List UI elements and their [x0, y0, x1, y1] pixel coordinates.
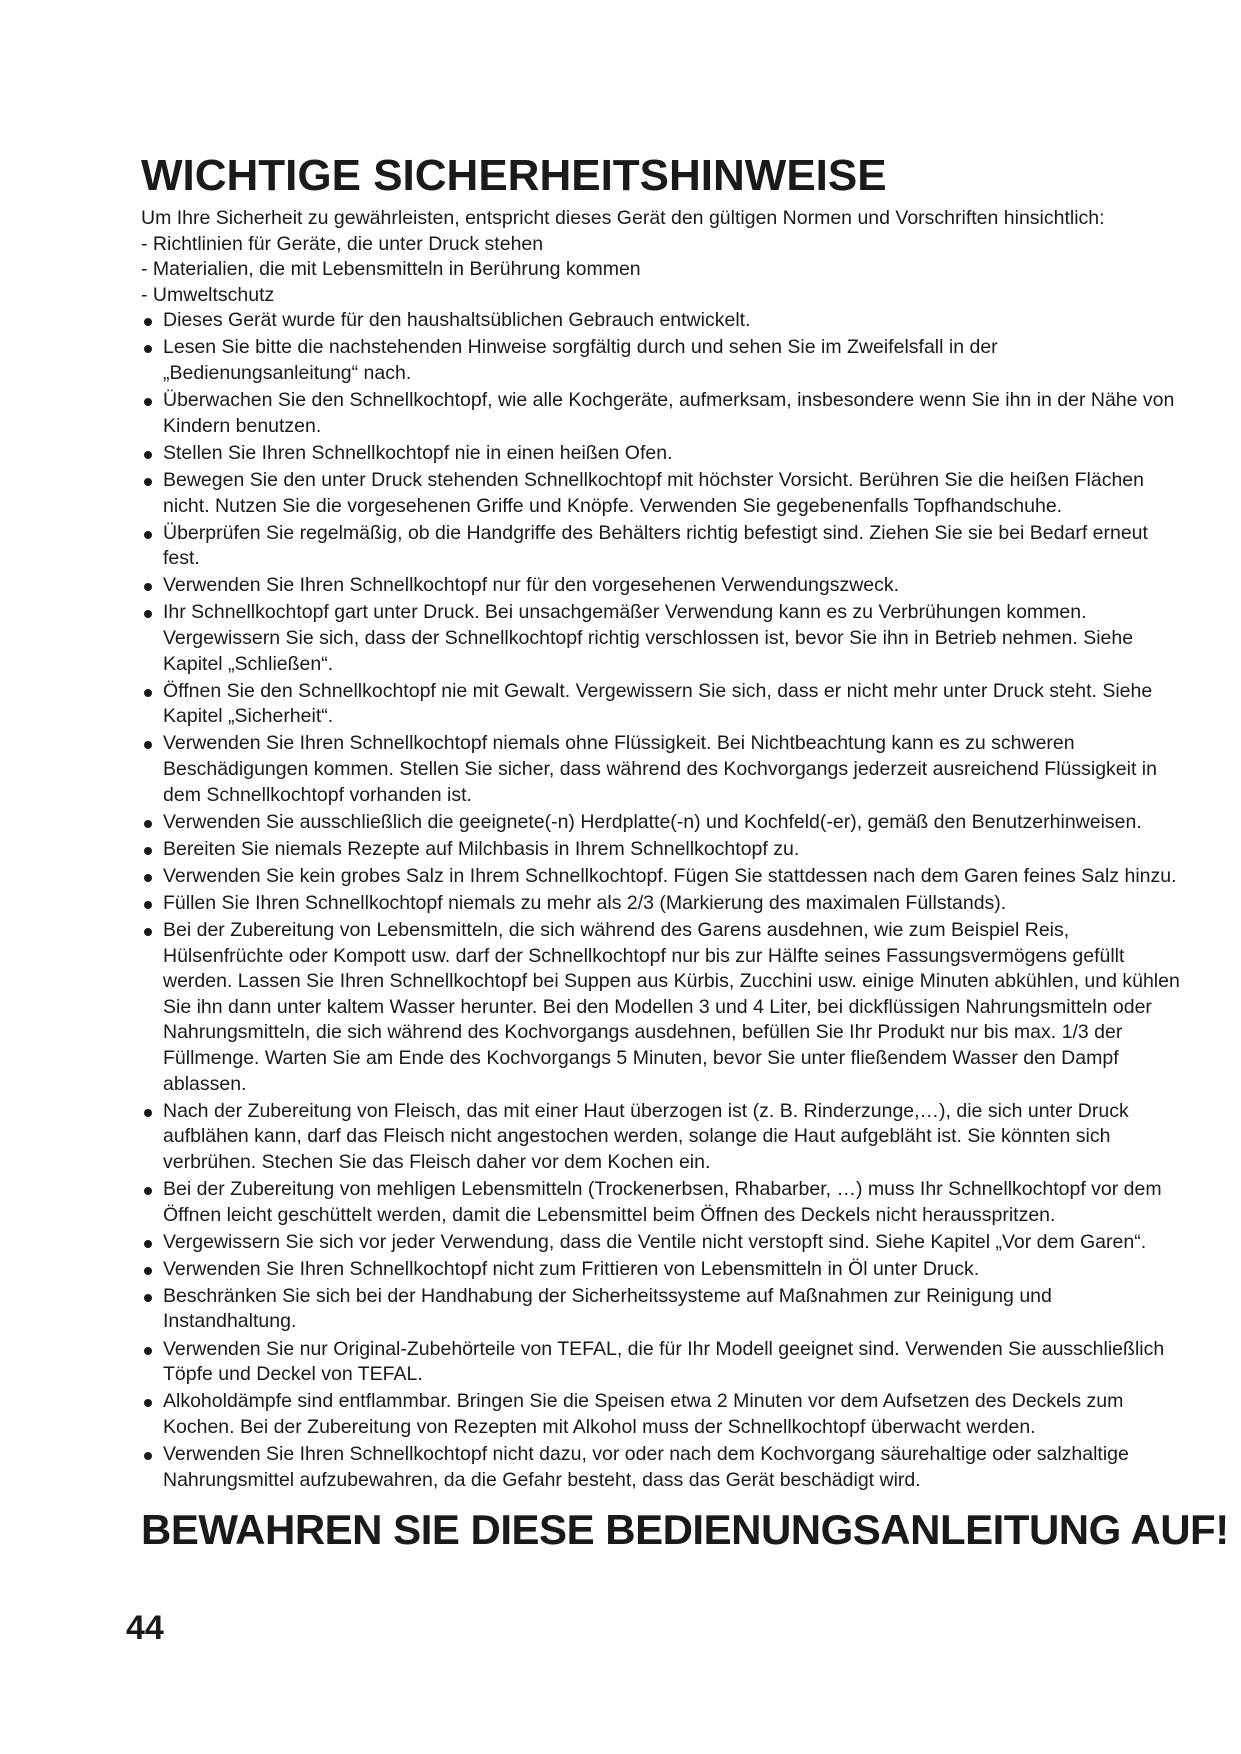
safety-instruction-text: Nach der Zubereitung von Fleisch, das mit einer Haut überzogen ist (z. B. Rinderzunge,…), die sich unter Druck aufblähen kann, darf das Fleisch nicht angestochen werden, solange die Haut aufgebläht ist. Sie könnten sich verbrühen. Stechen Sie das Fleisch daher vor dem Kochen ein.	[163, 1099, 1129, 1173]
standards-item: - Materialien, die mit Lebensmitteln in Berührung kommen	[141, 258, 641, 281]
safety-instructions-list	[141, 308, 1181, 1493]
safety-instruction-item	[141, 1442, 1181, 1493]
safety-instruction-item	[141, 600, 1181, 677]
safety-instruction-item	[141, 388, 1181, 439]
safety-instruction-item	[141, 308, 1181, 334]
safety-instruction-text: Ihr Schnellkochtopf gart unter Druck. Bei unsachgemäßer Verwendung kann es zu Verbrühungen kommen. Vergewissern Sie sich, dass der Schnellkochtopf richtig verschlossen ist, bevor Sie ihn in Betrieb nehmen. Siehe Kapitel „Schließen“.	[163, 601, 1134, 675]
safety-instruction-text: Verwenden Sie kein grobes Salz in Ihrem Schnellkochtopf. Fügen Sie stattdessen nach dem Garen feines Salz hinzu.	[163, 864, 1177, 887]
safety-instruction-item	[141, 731, 1181, 808]
bullet-icon	[144, 345, 152, 353]
bullet-icon	[144, 1347, 152, 1355]
page-number: 44	[126, 1609, 164, 1647]
safety-instruction-item	[141, 1337, 1181, 1388]
safety-instruction-text: Stellen Sie Ihren Schnellkochtopf nie in einen heißen Ofen.	[163, 441, 673, 464]
safety-instruction-text: Dieses Gerät wurde für den haushaltsüblichen Gebrauch entwickelt.	[163, 309, 751, 332]
bullet-icon	[144, 318, 152, 326]
safety-instruction-item	[141, 918, 1181, 1097]
safety-instruction-text: Bewegen Sie den unter Druck stehenden Schnellkochtopf mit höchster Vorsicht. Berühren Sie die heißen Flächen nicht. Nutzen Sie die vorgesehenen Griffe und Knöpfe. Verwenden Sie gegebenenfalls Topfhandschuhe.	[163, 468, 1144, 517]
safety-instruction-text: Bei der Zubereitung von mehligen Lebensmitteln (Trockenerbsen, Rhabarber, …) muss Ihr Schnellkochtopf vor dem Öffnen leicht geschüttelt werden, damit die Lebensmittel beim Öffnen des Deckels nicht herausspritzen.	[163, 1177, 1162, 1226]
safety-instruction-text: Bei der Zubereitung von Lebensmitteln, die sich während des Garens ausdehnen, wie zum Beispiel Reis, Hülsenfrüchte oder Kompott usw. darf der Schnellkochtopf nur bis zur Hälfte seines Fassungsvermögens gefüllt werden. Lassen Sie Ihren Schnellkochtopf bei Suppen aus Kürbis, Zucchini usw. einige Minuten abkühlen, und kühlen Sie ihn dann unter kaltem Wasser herunter. Bei den Modellen 3 und 4 Liter, bei dickflüssigen Nahrungsmitteln oder Nahrungsmitteln, die sich während des Kochvorgangs ausdehnen, befüllen Sie Ihr Produkt nur bis max. 1/3 der Füllmenge. Warten Sie am Ende des Kochvorgangs 5 Minuten, bevor Sie unter fließendem Wasser den Dampf ablassen.	[163, 919, 1180, 1095]
standards-item: - Umweltschutz	[141, 283, 275, 306]
bullet-icon	[144, 398, 152, 406]
safety-instruction-text: Bereiten Sie niemals Rezepte auf Milchbasis in Ihrem Schnellkochtopf zu.	[163, 837, 800, 860]
safety-instruction-text: Verwenden Sie Ihren Schnellkochtopf nur für den vorgesehenen Verwendungszweck.	[163, 574, 900, 597]
safety-instruction-text: Öffnen Sie den Schnellkochtopf nie mit Gewalt. Vergewissern Sie sich, dass er nicht mehr unter Druck steht. Siehe Kapitel „Sicherheit“.	[163, 679, 1153, 728]
standards-item: - Richtlinien für Geräte, die unter Druck stehen	[141, 232, 544, 255]
standards-list	[141, 232, 1181, 309]
safety-instruction-text: Überwachen Sie den Schnellkochtopf, wie alle Kochgeräte, aufmerksam, insbesondere wenn Sie ihn in der Nähe von Kindern benutzen.	[163, 389, 1175, 437]
safety-instruction-item	[141, 1284, 1181, 1335]
page-content	[141, 150, 1229, 1555]
bullet-icon	[144, 928, 152, 936]
safety-instruction-item	[141, 810, 1181, 836]
safety-instruction-item	[141, 891, 1181, 917]
bullet-icon	[144, 741, 152, 749]
bullet-icon	[144, 820, 152, 828]
safety-instruction-item	[141, 468, 1181, 519]
bullet-icon	[144, 1109, 152, 1117]
safety-instruction-text: Beschränken Sie sich bei der Handhabung der Sicherheitssysteme auf Maßnahmen zur Reinigung und Instandhaltung.	[163, 1284, 1052, 1333]
safety-instruction-text: Verwenden Sie Ihren Schnellkochtopf niemals ohne Flüssigkeit. Bei Nichtbeachtung kann es zu schweren Beschädigungen kommen. Stellen Sie sicher, dass während des Kochvorgangs jederzeit ausreichend Flüssigkeit in dem Schnellkochtopf vorhanden ist.	[163, 732, 1157, 806]
bullet-icon	[144, 1267, 152, 1275]
safety-instruction-text: Alkoholdämpfe sind entflammbar. Bringen Sie die Speisen etwa 2 Minuten vor dem Aufsetzen des Deckels zum Kochen. Bei der Zubereitung von Rezepten mit Alkohol muss der Schnellkochtopf überwacht werden.	[163, 1390, 1124, 1438]
safety-instruction-text: Überprüfen Sie regelmäßig, ob die Handgriffe des Behälters richtig befestigt sind. Ziehen Sie sie bei Bedarf erneut fest.	[163, 521, 1148, 570]
safety-instruction-item	[141, 837, 1181, 863]
safety-instruction-text: Vergewissern Sie sich vor jeder Verwendung, dass die Ventile nicht verstopft sind. Siehe Kapitel „Vor dem Garen“.	[163, 1230, 1147, 1253]
bullet-icon	[144, 1187, 152, 1195]
safety-instruction-item	[141, 335, 1181, 386]
bullet-icon	[144, 1240, 152, 1248]
page-title: WICHTIGE SICHERHEITSHINWEISE	[141, 151, 887, 200]
closing-heading: BEWAHREN SIE DIESE BEDIENUNGSANLEITUNG AUF!	[141, 1506, 1229, 1554]
safety-instruction-item	[141, 1177, 1181, 1228]
intro-text: Um Ihre Sicherheit zu gewährleisten, entspricht dieses Gerät den gültigen Normen und Vorschriften hinsichtlich:	[141, 207, 1105, 229]
bullet-icon	[144, 531, 152, 539]
safety-instruction-item	[141, 1099, 1181, 1176]
bullet-icon	[144, 478, 152, 486]
safety-instruction-text: Verwenden Sie nur Original-Zubehörteile von TEFAL, die für Ihr Modell geeignet sind. Verwenden Sie ausschließlich Töpfe und Deckel von TEFAL.	[163, 1337, 1165, 1386]
bullet-icon	[144, 1294, 152, 1302]
bullet-icon	[144, 901, 152, 909]
safety-instruction-text: Verwenden Sie Ihren Schnellkochtopf nicht zum Frittieren von Lebensmitteln in Öl unter Druck.	[163, 1257, 980, 1280]
bullet-icon	[144, 689, 152, 697]
safety-instruction-text: Verwenden Sie ausschließlich die geeignete(-n) Herdplatte(-n) und Kochfeld(-er), gemäß den Benutzerhinweisen.	[163, 810, 1142, 833]
bullet-icon	[144, 1399, 152, 1407]
safety-instruction-text: Lesen Sie bitte die nachstehenden Hinweise sorgfältig durch und sehen Sie im Zweifelsfall in der „Bedienungsanleitung“ nach.	[163, 336, 998, 385]
safety-instruction-item	[141, 1230, 1181, 1256]
safety-instruction-text: Füllen Sie Ihren Schnellkochtopf niemals zu mehr als 2/3 (Markierung des maximalen Füllstands).	[163, 891, 1007, 914]
safety-instruction-item	[141, 573, 1181, 599]
bullet-icon	[144, 1452, 152, 1460]
bullet-icon	[144, 874, 152, 882]
bullet-icon	[144, 451, 152, 459]
safety-instruction-item	[141, 441, 1181, 467]
safety-instruction-item	[141, 679, 1181, 730]
bullet-icon	[144, 847, 152, 855]
safety-instruction-item	[141, 864, 1181, 890]
safety-instruction-item	[141, 1389, 1181, 1440]
bullet-icon	[144, 583, 152, 591]
bullet-icon	[144, 610, 152, 618]
safety-instruction-item	[141, 521, 1181, 572]
safety-instruction-item	[141, 1257, 1181, 1283]
safety-instruction-text: Verwenden Sie Ihren Schnellkochtopf nicht dazu, vor oder nach dem Kochvorgang säurehaltige oder salzhaltige Nahrungsmittel aufzubewahren, da die Gefahr besteht, dass das Gerät beschädigt wird.	[163, 1442, 1129, 1491]
